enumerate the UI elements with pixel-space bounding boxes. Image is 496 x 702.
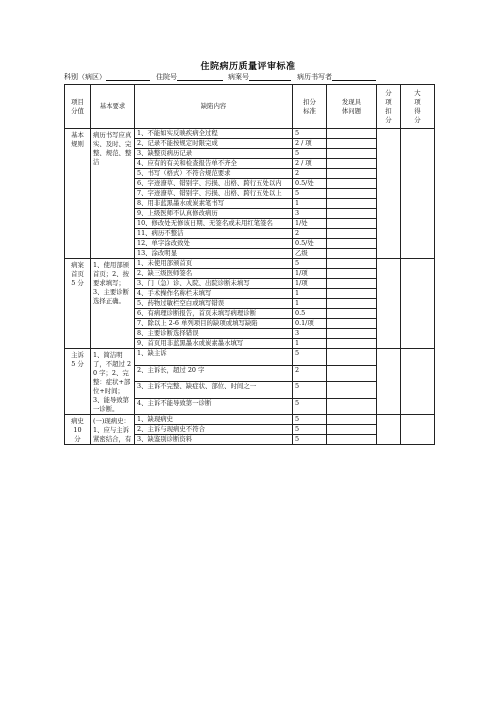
defect-item: 4、手术操作名称栏未填写	[135, 289, 293, 299]
deduct-score: 2	[293, 169, 327, 179]
found-issue-cell[interactable]	[327, 349, 377, 366]
section-category: 主诉 5 分	[65, 349, 91, 415]
found-issue-cell[interactable]	[327, 435, 377, 445]
case-no-label: 病案号	[228, 73, 249, 81]
section-requirement: 1、简洁明了，不超过 20 字；2、完整：症状+部位+时间；3、能导致第一诊断。	[91, 349, 135, 415]
deduct-score: 2 / 项	[293, 159, 327, 169]
found-issue-cell[interactable]	[327, 219, 377, 229]
defect-item: 7、除以上 2-6 单列项目的缺项或填写缺陷	[135, 319, 293, 329]
section-category: 病史 10 分	[65, 415, 91, 445]
defect-item: 6、字迹潦草、错别字、污损、出格、跨行五处以内	[135, 179, 293, 189]
writer-blank[interactable]	[332, 72, 376, 81]
header-fields	[64, 72, 434, 82]
deduct-score: 5	[293, 415, 327, 425]
deduct-score: 1/处	[293, 219, 327, 229]
found-issue-cell[interactable]	[327, 229, 377, 239]
found-issue-cell[interactable]	[327, 239, 377, 249]
deduct-score: 5	[293, 259, 327, 269]
deduct-score: 5	[293, 398, 327, 415]
defect-item: 5、药物过敏栏空白或填写错误	[135, 299, 293, 309]
inpatient-no-blank[interactable]	[177, 72, 223, 81]
found-issue-cell[interactable]	[327, 365, 377, 382]
found-issue-cell[interactable]	[327, 159, 377, 169]
section-requirement: (一)现病史：1、应与主诉紧密结合，有	[91, 415, 135, 445]
defect-item: 13、涂改明显	[135, 249, 293, 259]
defect-item: 1、缺主诉	[135, 349, 293, 366]
table-row	[65, 129, 435, 139]
deduct-score: 5	[293, 349, 327, 366]
deduct-score: 5	[293, 149, 327, 159]
inpatient-no-label: 住院号	[156, 73, 177, 81]
found-issue-cell[interactable]	[327, 425, 377, 435]
table-body	[65, 129, 435, 445]
deduct-score: 1/项	[293, 279, 327, 289]
deduct-score: 1	[293, 339, 327, 349]
found-issue-cell[interactable]	[327, 299, 377, 309]
deduct-score: 2	[293, 229, 327, 239]
deduct-score: 5	[293, 425, 327, 435]
header-deduct: 扣分 标准	[293, 85, 327, 129]
deduct-score: 1	[293, 289, 327, 299]
deduct-score: 5	[293, 435, 327, 445]
defect-item: 11、病历不整洁	[135, 229, 293, 239]
section-category: 病案 首页 5 分	[65, 259, 91, 349]
table-row	[65, 349, 435, 366]
deduct-score: 乙级	[293, 249, 327, 259]
major-score-cell[interactable]	[401, 415, 435, 445]
deduct-score: 3	[293, 329, 327, 339]
defect-item: 2、主诉长，超过 20 字	[135, 365, 293, 382]
found-issue-cell[interactable]	[327, 259, 377, 269]
defect-item: 8、主要诊断选择错误	[135, 329, 293, 339]
defect-item: 1、不能如实反映疾病全过程	[135, 129, 293, 139]
dept-label: 科别（病区）	[64, 73, 106, 81]
deduct-score: 0.5/处	[293, 179, 327, 189]
found-issue-cell[interactable]	[327, 309, 377, 319]
found-issue-cell[interactable]	[327, 398, 377, 415]
found-issue-cell[interactable]	[327, 209, 377, 219]
header-basic-req: 基本要求	[91, 85, 135, 129]
major-score-cell[interactable]	[401, 259, 435, 349]
found-issue-cell[interactable]	[327, 249, 377, 259]
header-row	[65, 85, 435, 129]
deduct-score: 2	[293, 365, 327, 382]
deduct-score: 1/项	[293, 269, 327, 279]
found-issue-cell[interactable]	[327, 329, 377, 339]
found-issue-cell[interactable]	[327, 149, 377, 159]
header-found: 发现具 体问题	[327, 85, 377, 129]
dept-blank[interactable]	[106, 72, 150, 81]
found-issue-cell[interactable]	[327, 169, 377, 179]
found-issue-cell[interactable]	[327, 189, 377, 199]
defect-item: 4、主诉不能导致第一诊断	[135, 398, 293, 415]
defect-item: 4、应有的有关和检查报告单不齐全	[135, 159, 293, 169]
found-issue-cell[interactable]	[327, 289, 377, 299]
defect-item: 3、门（急）诊、入院、出院诊断未填写	[135, 279, 293, 289]
major-score-cell[interactable]	[401, 129, 435, 259]
section-category: 基本 规则	[65, 129, 91, 259]
deduct-score: 1	[293, 299, 327, 309]
table-row	[65, 259, 435, 269]
section-requirement: 1、使用部颁首页；2、按要求填写；3、主要诊断选择正确。	[91, 259, 135, 349]
found-issue-cell[interactable]	[327, 415, 377, 425]
found-issue-cell[interactable]	[327, 279, 377, 289]
deduct-score: 2 / 项	[293, 139, 327, 149]
found-issue-cell[interactable]	[327, 199, 377, 209]
deduct-score: 1	[293, 199, 327, 209]
found-issue-cell[interactable]	[327, 139, 377, 149]
case-no-blank[interactable]	[249, 72, 291, 81]
defect-item: 2、记录不能按规定时限完成	[135, 139, 293, 149]
deduct-score: 3	[293, 209, 327, 219]
defect-item: 5、书写（格式）不符合规范要求	[135, 169, 293, 179]
defect-item: 7、字迹潦草、错别字、污损、出格、跨行五处以上	[135, 189, 293, 199]
defect-item: 1、缺现病史	[135, 415, 293, 425]
header-item-deduct: 分 项 扣 分	[377, 85, 401, 129]
found-issue-cell[interactable]	[327, 319, 377, 329]
defect-item: 3、主诉不完整、缺症状、部位、时间之一	[135, 382, 293, 399]
defect-item: 3、缺整页病历记录	[135, 149, 293, 159]
deduct-score: 0.5	[293, 309, 327, 319]
defect-item: 9、首页用非蓝黑墨水或炭素墨水填写	[135, 339, 293, 349]
defect-item: 2、主诉与现病史不符合	[135, 425, 293, 435]
section-requirement: 病历书写应真实、及时、完整、规范、整洁	[91, 129, 135, 259]
header-defect: 缺陷内容	[135, 85, 293, 129]
defect-item: 10、修改处无修该日期、无签名或未用红笔签名	[135, 219, 293, 229]
defect-item: 3、缺鉴别诊断资料	[135, 435, 293, 445]
defect-item: 2、缺三级医师签名	[135, 269, 293, 279]
header-item: 项目 分值	[65, 85, 91, 129]
standards-table	[64, 84, 435, 445]
deduct-score: 5	[293, 382, 327, 399]
found-issue-cell[interactable]	[327, 269, 377, 279]
defect-item: 1、未使用部颁首页	[135, 259, 293, 269]
found-issue-cell[interactable]	[327, 339, 377, 349]
deduct-score: 0.1/项	[293, 319, 327, 329]
found-issue-cell[interactable]	[327, 179, 377, 189]
deduct-score: 5	[293, 129, 327, 139]
item-deduct-cell[interactable]	[377, 259, 401, 349]
deduct-score: 5	[293, 189, 327, 199]
major-score-cell[interactable]	[401, 349, 435, 415]
writer-label: 病历书写者	[297, 73, 332, 81]
defect-item: 8、用非蓝黑墨水或炭素笔书写	[135, 199, 293, 209]
item-deduct-cell[interactable]	[377, 415, 401, 445]
defect-item: 9、上级医师不认真修改病历	[135, 209, 293, 219]
defect-item: 6、有病理诊断报告，首页未填写病理诊断	[135, 309, 293, 319]
item-deduct-cell[interactable]	[377, 129, 401, 259]
header-major-score: 大 项 得 分	[401, 85, 435, 129]
found-issue-cell[interactable]	[327, 382, 377, 399]
item-deduct-cell[interactable]	[377, 349, 401, 415]
defect-item: 12、单字涂改致处	[135, 239, 293, 249]
page-title: 住院病历质量评审标准	[200, 62, 296, 72]
found-issue-cell[interactable]	[327, 129, 377, 139]
deduct-score: 0.5/处	[293, 239, 327, 249]
table-row	[65, 415, 435, 425]
